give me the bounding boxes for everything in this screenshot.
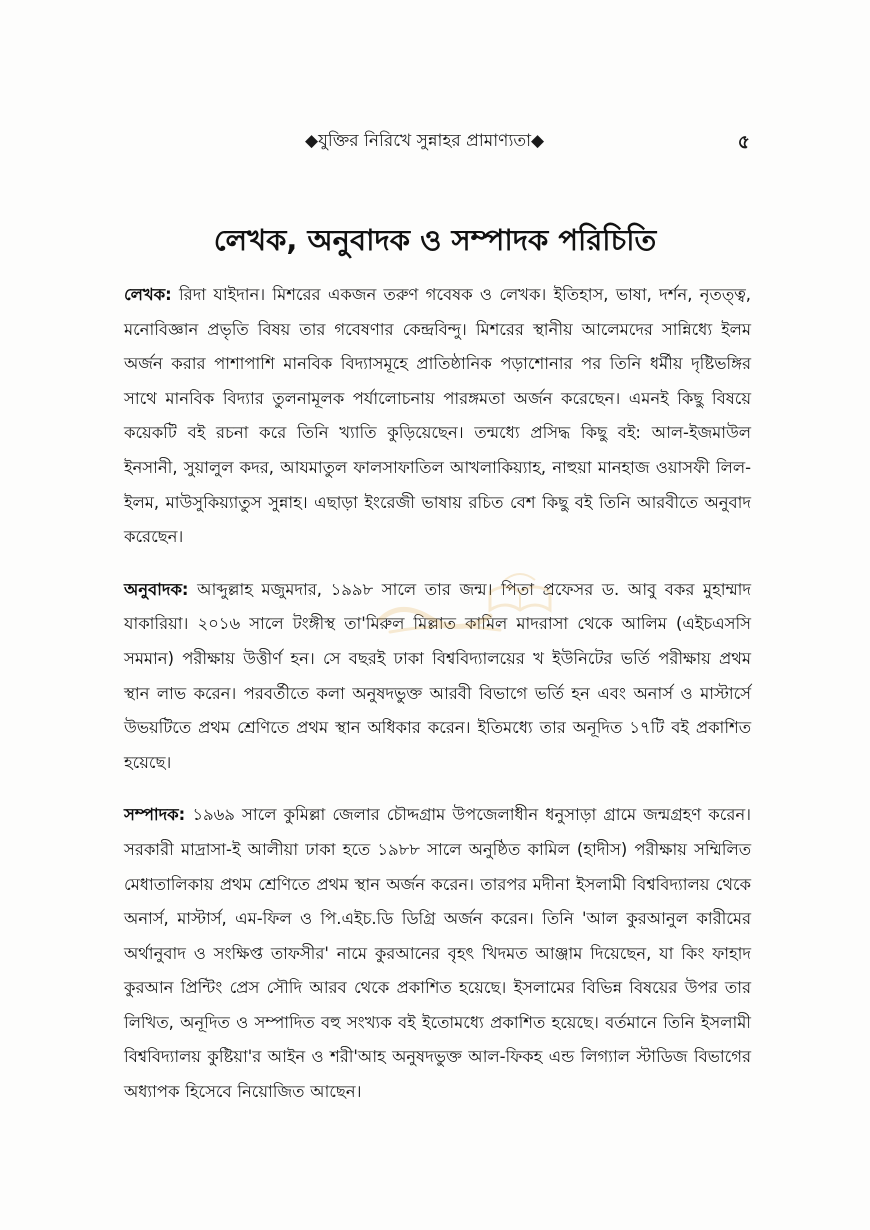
page-number: ৫ xyxy=(737,131,750,153)
running-header xyxy=(120,128,750,158)
editor-text: ১৯৬৯ সালে কুমিল্লা জেলার চৌদ্দগ্রাম উপজেলাধীন ধনুসাড়া গ্রামে জন্মগ্রহণ করেন। সরকারী মাদ্রাসা-ই আলীয়া ঢাকা হতে ১৯৮৮ সালে অনুষ্ঠিত কামিল (হাদীস) পরীক্ষায় সম্মিলিত মেধাতালিকায় প্রথম শ্রেণিতে প্রথম স্থান অর্জন করেন। তারপর মদীনা ইসলামী বিশ্ববিদ্যালয় থেকে অনার্স, মাস্টার্স, এম-ফিল ও পি.এইচ.ডি ডিগ্রি অর্জন করেন। তিনি 'আল কুরআনুল কারীমের অর্থানুবাদ ও সংক্ষিপ্ত তাফসীর' নামে কুরআনের বৃহৎ খিদমত আঞ্জাম দিয়েছেন, যা কিং ফাহাদ কুরআন প্রিন্টিং প্রেস সৌদি আরব থেকে প্রকাশিত হয়েছে। ইসলামের বিভিন্ন বিষয়ের উপর তার লিখিত, অনূদিত ও সম্পাদিত বহু সংখ্যক বই ইতোমধ্যে প্রকাশিত হয়েছে। বর্তমানে তিনি ইসলামী বিশ্ববিদ্যালয় কুষ্টিয়া'র আইন ও শরী'আহ অনুষদভুক্ত আল-ফিকহ এন্ড লিগ্যাল স্টাডিজ বিভাগের অধ্যাপক হিসেবে নিয়োজিত আছেন। xyxy=(124,805,751,1102)
page-content xyxy=(124,278,751,1128)
author-text: রিদা যাইদান। মিশরের একজন তরুণ গবেষক ও লেখক। ইতিহাস, ভাষা, দর্শন, নৃতত্ত্ব, মনোবিজ্ঞান প্রভৃতি বিষয় তার গবেষণার কেন্দ্রবিন্দু। মিশরের স্থানীয় আলেমদের সান্নিধ্যে ইলম অর্জন করার পাশাপাশি মানবিক বিদ্যাসমূহে প্রাতিষ্ঠানিক পড়াশোনার পর তিনি ধর্মীয় দৃষ্টিভঙ্গির সাথে মানবিক বিদ্যার তুলনামূলক পর্যালোচনায় পারঙ্গমতা অর্জন করেছেন। এমনই কিছু বিষয়ে কয়েকটি বই রচনা করে তিনি খ্যাতি কুড়িয়েছেন। তন্মধ্যে প্রসিদ্ধ কিছু বই: আল-ইজমাউল ইনসানী, সুয়ালুল কদর, আযমাতুল ফালসাফাতিল আখলাকিয়্যাহ, নাহুয়া মানহাজ ওয়াসফী লিল-ইলম, মাউসুকিয়্যাতুস সুন্নাহ। এছাড়া ইংরেজী ভাষায় রচিত বেশ কিছু বই তিনি আরবীতে অনুবাদ করেছেন। xyxy=(124,285,751,547)
translator-paragraph xyxy=(124,573,751,781)
author-label: লেখক: xyxy=(124,285,172,304)
running-title: ◆যুক্তির নিরিখে সুন্নাহর প্রামাণ্যতা◆ xyxy=(305,131,545,151)
translator-label: অনুবাদক: xyxy=(124,579,189,599)
page-title: লেখক, অনুবাদক ও সম্পাদক পরিচিতি xyxy=(213,223,657,257)
author-paragraph xyxy=(124,278,751,555)
translator-text: আব্দুল্লাহ মজুমদার, ১৯৯৮ সালে তার জন্ম। পিতা প্রফেসর ড. আবু বকর মুহাম্মাদ যাকারিয়া। ২০১৬ সালে টংঙ্গীস্থ তা'মিরুল মিল্লাত কামিল মাদরাসা থেকে আলিম (এইচএসসি সমমান) পরীক্ষায় উত্তীর্ণ হন। সে বছরই ঢাকা বিশ্ববিদ্যালয়ের খ ইউনিটের ভর্তি পরীক্ষায় প্রথম স্থান লাভ করেন। পরবর্তীতে কলা অনুষদভুক্ত আরবী বিভাগে ভর্তি হন এবং অনার্স ও মাস্টার্সে উভয়টিতে প্রথম শ্রেণিতে প্রথম স্থান অধিকার করেন। ইতিমধ্যে তার অনূদিত ১৭টি বই প্রকাশিত হয়েছে। xyxy=(124,579,751,772)
editor-label: সম্পাদক: xyxy=(124,805,186,825)
editor-paragraph xyxy=(124,798,751,1109)
